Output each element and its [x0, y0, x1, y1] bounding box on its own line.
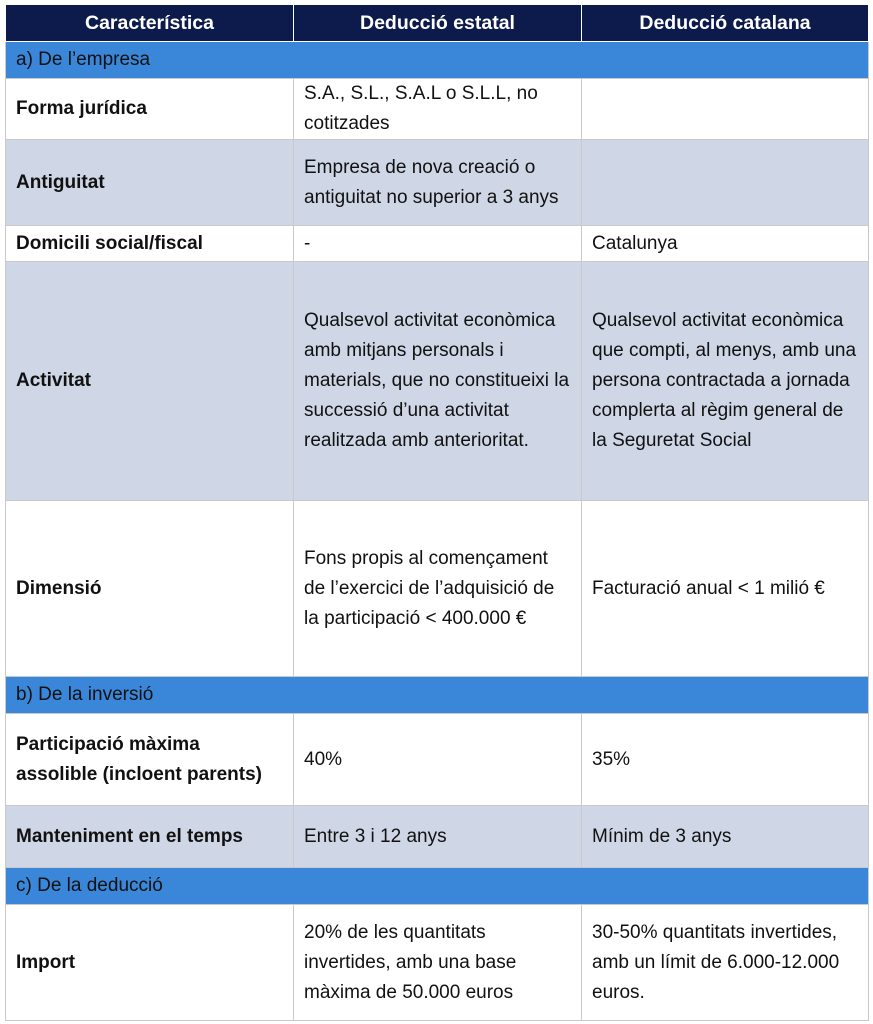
- row-label: Forma jurídica: [6, 79, 294, 140]
- row-label: Dimensió: [6, 501, 294, 677]
- cell-estatal: Qualsevol activitat econòmica amb mitjans personals i materials, que no constitueixi la successió d’una activitat realitzada amb anterioritat.: [294, 262, 582, 501]
- row-label: Participació màxima assolible (incloent parents): [6, 714, 294, 806]
- cell-catalana: [582, 79, 869, 140]
- section-label-empresa: a) De l’empresa: [6, 42, 869, 79]
- cell-catalana: 30-50% quantitats invertides, amb un límit de 6.000-12.000 euros.: [582, 905, 869, 1021]
- section-row-deduccio: [6, 868, 869, 905]
- table-row-activitat: [6, 262, 869, 501]
- row-label: Manteniment en el temps: [6, 806, 294, 868]
- table-row-manteniment: [6, 806, 869, 868]
- comparison-table-container: [5, 4, 868, 1021]
- cell-estatal: Fons propis al començament de l’exercici de l’adquisició de la participació < 400.000 €: [294, 501, 582, 677]
- table-row-dimensio: [6, 501, 869, 677]
- row-label: Domicili social/fiscal: [6, 226, 294, 262]
- cell-estatal: 20% de les quantitats invertides, amb una base màxima de 50.000 euros: [294, 905, 582, 1021]
- cell-catalana: Facturació anual < 1 milió €: [582, 501, 869, 677]
- cell-catalana: Catalunya: [582, 226, 869, 262]
- section-row-inversio: [6, 677, 869, 714]
- cell-estatal: S.A., S.L., S.A.L o S.L.L, no cotitzades: [294, 79, 582, 140]
- cell-estatal: Entre 3 i 12 anys: [294, 806, 582, 868]
- header-deduccio-catalana: Deducció catalana: [582, 5, 869, 42]
- table-row-participacio: [6, 714, 869, 806]
- table-row-import: [6, 905, 869, 1021]
- section-label-deduccio: c) De la deducció: [6, 868, 869, 905]
- table-row-domicili: [6, 226, 869, 262]
- cell-catalana: Qualsevol activitat econòmica que compti, al menys, amb una persona contractada a jornada complerta al règim general de la Seguretat Social: [582, 262, 869, 501]
- cell-catalana: [582, 140, 869, 226]
- cell-estatal: Empresa de nova creació o antiguitat no superior a 3 anys: [294, 140, 582, 226]
- cell-catalana: Mínim de 3 anys: [582, 806, 869, 868]
- cell-catalana: 35%: [582, 714, 869, 806]
- deduction-comparison-table: [5, 4, 869, 1021]
- row-label: Antiguitat: [6, 140, 294, 226]
- header-deduccio-estatal: Deducció estatal: [294, 5, 582, 42]
- section-label-inversio: b) De la inversió: [6, 677, 869, 714]
- section-row-empresa: [6, 42, 869, 79]
- table-row-antiguitat: [6, 140, 869, 226]
- header-caracteristica: Característica: [6, 5, 294, 42]
- row-label: Import: [6, 905, 294, 1021]
- table-row-forma-juridica: [6, 79, 869, 140]
- row-label: Activitat: [6, 262, 294, 501]
- cell-estatal: 40%: [294, 714, 582, 806]
- table-header-row: [6, 5, 869, 42]
- cell-estatal: -: [294, 226, 582, 262]
